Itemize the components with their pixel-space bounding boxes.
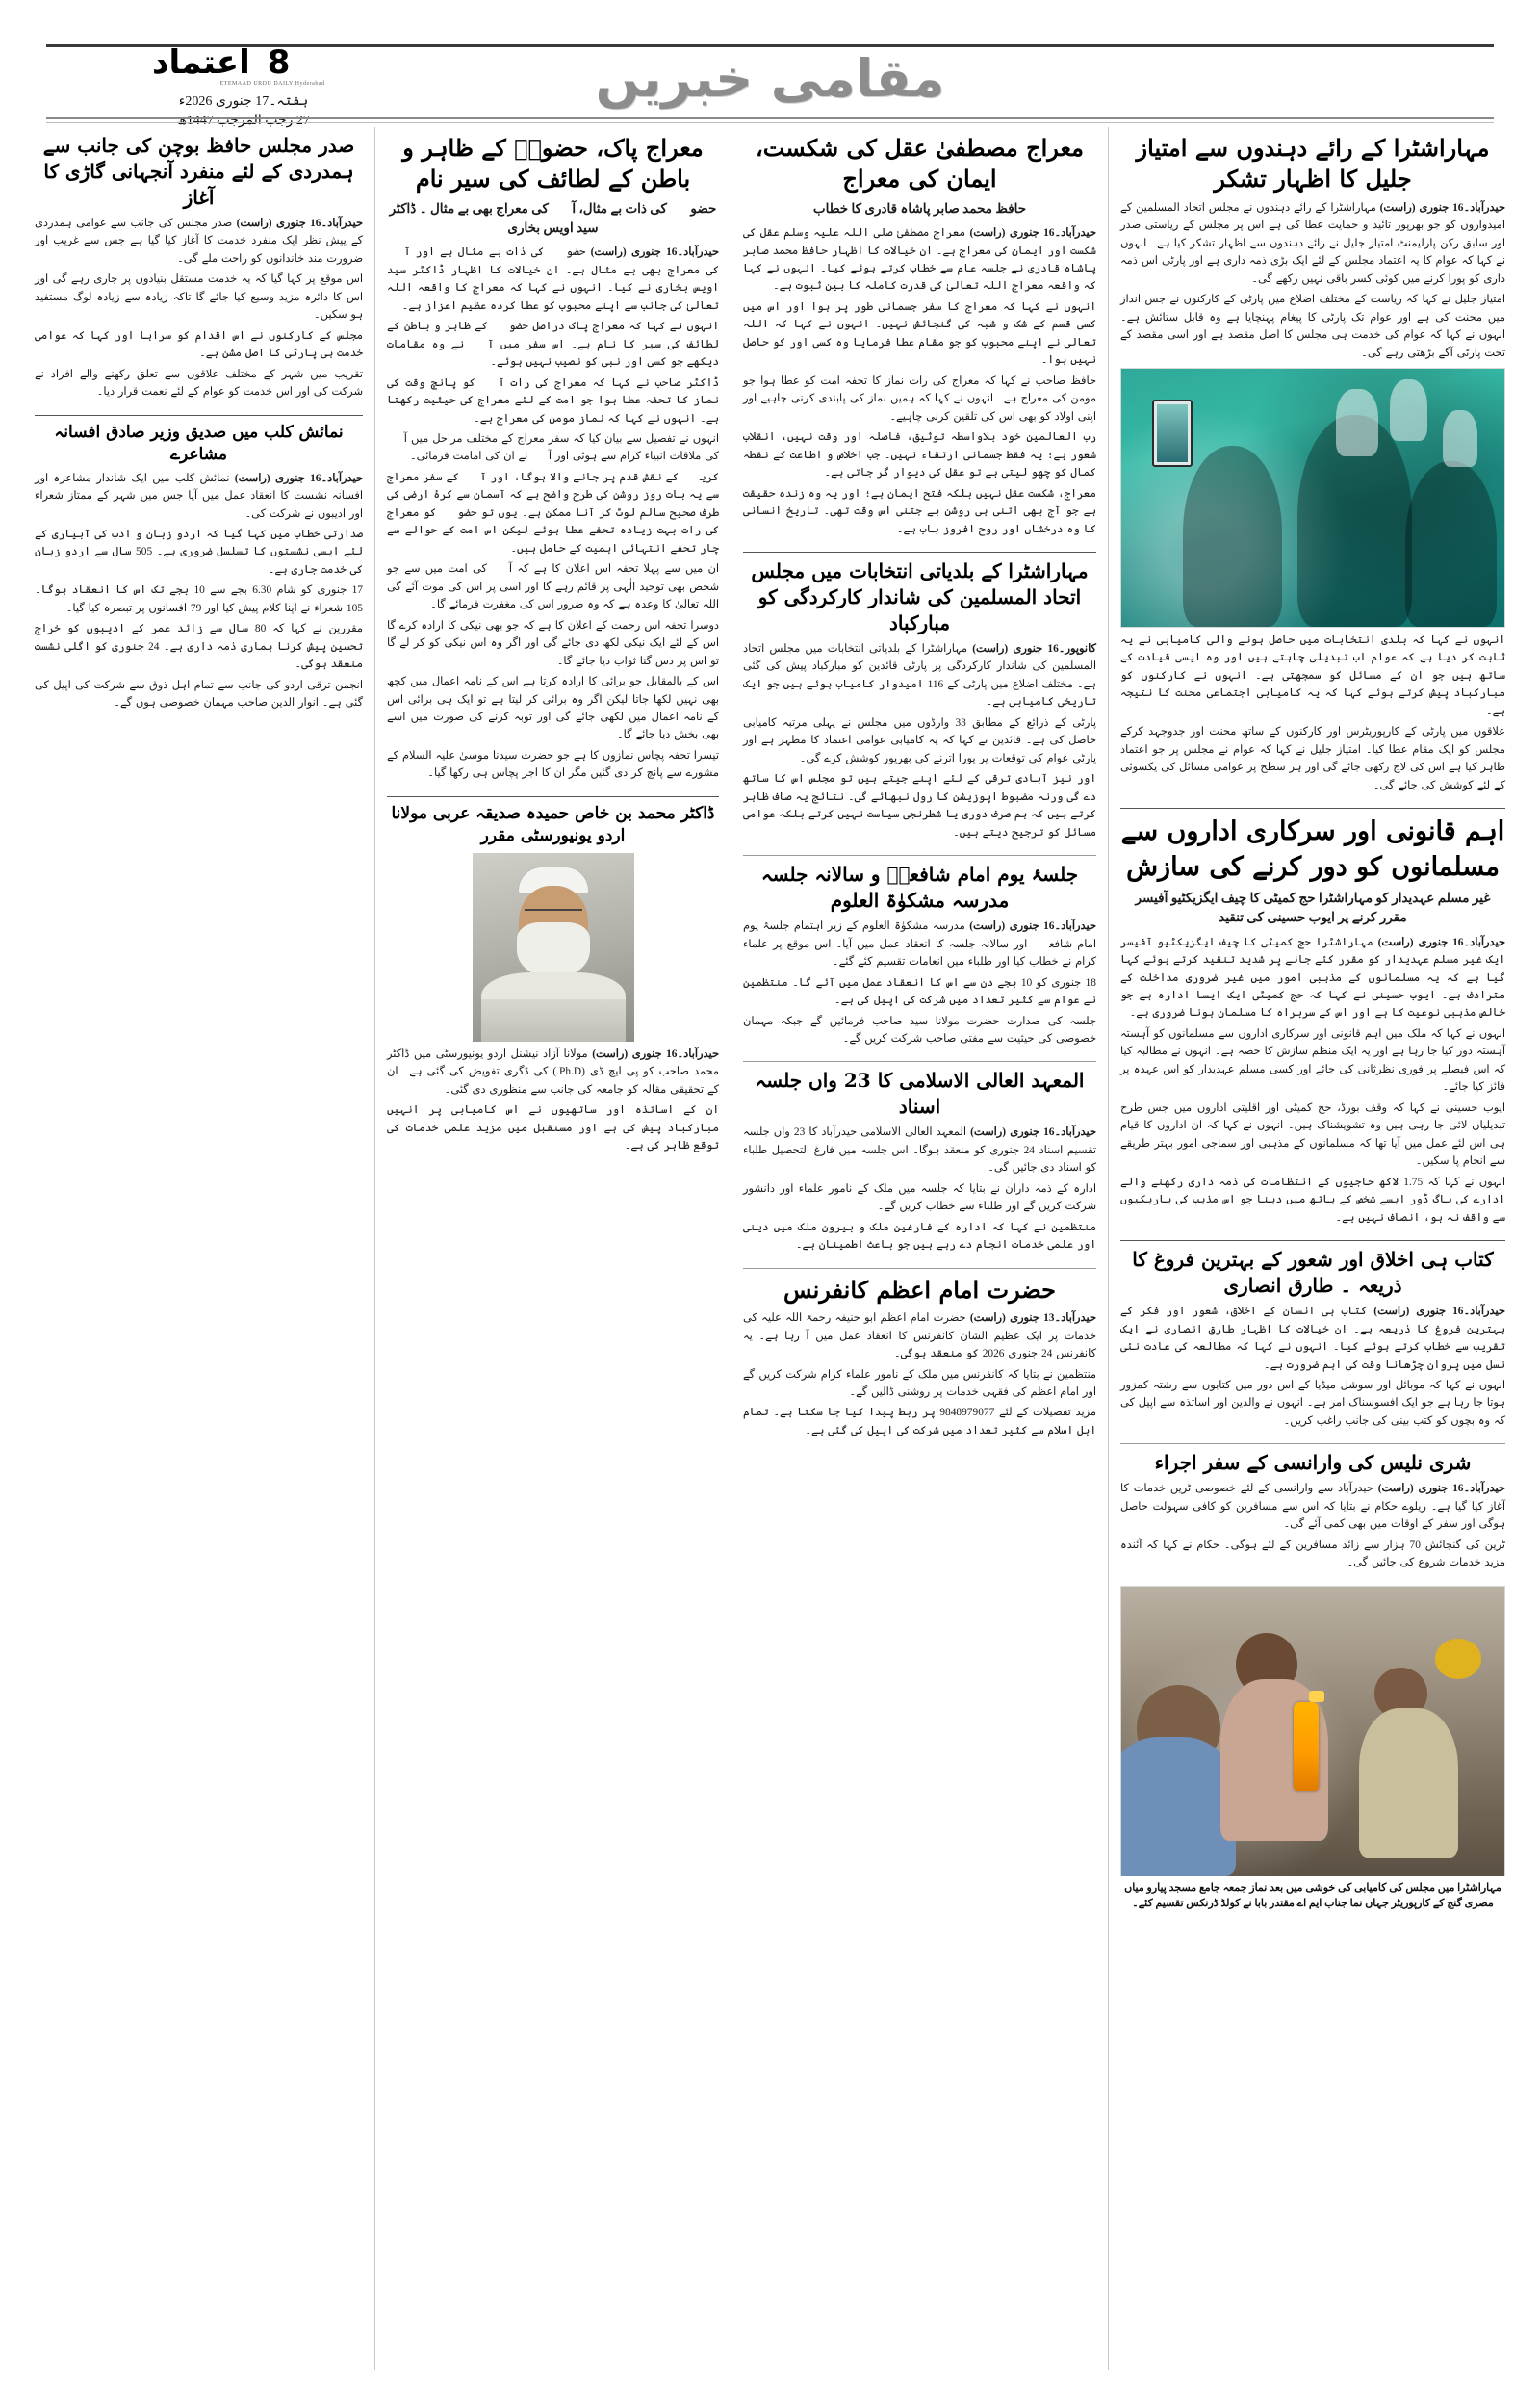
article-paragraph: پارٹی کے ذرائع کے مطابق 33 وارڈوں میں مجلس نے پہلی مرتبہ کامیابی حاصل کی ہے۔ قائدین نے کہا کہ یہ کامیابی عوامی اعتماد کا مظہر ہے اور پارٹی عوام کی توقعات پر پورا اترنے کی بھرپور کوشش کرے گی۔ [743,716,1096,764]
article-paragraph: تقریب میں شہر کے مختلف علاقوں سے تعلق رکھنے والے افراد نے شرکت کی اور اس خدمت کو عوام کے لئے نعمت قرار دیا۔ [35,368,363,399]
article-mahad-al-aali-sanad [743,1068,1096,1254]
article-paragraph: اور نیز آبادی ترقی کے لئے اپنے جیتے ہیں تو مجلس اس کا ساتھ دے گی ورنہ مضبوط اپوزیشن کا رول نبھائے گی۔ نتائج یہ صاف ظاہر کرتے ہیں کہ ہم صرف دوری یا شطرنجی سیاست نہیں کرتے بلکہ عوامی مسائل کو ترجیح دیتے ہیں۔ [743,773,1096,839]
article-paragraph: معراج مصطفیٰ صلی اللہ علیہ وسلم عقل کی شکست اور ایمان کی معراج ہے۔ ان خیالات کا اظہار حافظ محمد صابر پاشاہ قادری نے جلسہ عام سے خطاب کرتے ہوئے کیا۔ انہوں نے کہا کہ واقعہ معراج اللہ تعالیٰ کی قدرت کاملہ کا بین ثبوت ہے۔ [743,227,1096,293]
column-grid [23,127,1517,2370]
article-paragraph: ان میں سے پہلا تحفہ اس اعلان کا ہے کہ آپؐ کی امت میں سے جو شخص بھی توحید الٰہی پر قائم رہے گا اور اسی پر اس کی موت آئے گی اللہ تعالیٰ کا وعدہ ہے کہ وہ ضرور اس کی مغفرت فرمائے گا۔ [387,563,719,611]
article-conspiracy-institutions [1120,815,1505,1227]
article-paragraph: صدر مجلس کی جانب سے عوامی ہمدردی کے پیش نظر ایک منفرد خدمت کا آغاز کیا گیا ہے جس سے غریب اور ضرورت مند خاندانوں کو راحت ملے گی۔ [35,218,363,265]
article-paragraph: جلسہ کی صدارت حضرت مولانا سید صاحب فرمائیں گے جبکہ مہمان خصوصی کی حیثیت سے مفتی صاحب شرکت کریں گے۔ [743,1015,1096,1045]
article-headline: اہم قانونی اور سرکاری اداروں سے مسلمانوں کو دور کرنے کی سازش [1120,816,1505,882]
dateline: حیدرآباد۔16 جنوری (راست) [236,218,363,229]
article-paragraph: امتیاز جلیل نے کہا کہ ریاست کے مختلف اضلاع میں پارٹی کے کارکنوں نے جس انداز میں محنت کی ہے اور عوام تک پارٹی کا پیغام پہنچایا ہے وہ قابل ستائش ہے۔ انہوں نے کہا کہ عوام کی خدمت ہی مجلس کا اصل مقصد ہے اور اسی مقصد کے تحت پارٹی آگے بڑھتی رہے گی۔ [1120,294,1505,359]
section-divider [743,855,1096,856]
article-paragraph: مولانا آزاد نیشنل اردو یونیورسٹی میں ڈاکٹر محمد صاحب کو پی ایچ ڈی (Ph.D.) کی ڈگری تفویض کی گئی ہے۔ ان کے تحقیقی مقالہ کو جامعہ کی جانب سے منظوری دی گئی۔ [387,1048,719,1096]
article-headline: المعہد العالی الاسلامی کا 23 واں جلسہ اسناد [755,1069,1085,1119]
article-headline: ڈاکٹر محمد بن خاص حمیدہ صدیقہ عربی مولانا اردو یونیورسٹی مقرر [391,803,715,845]
masthead [23,0,1517,128]
article-subhead: غیر مسلم عہدیدار کو مہاراشٹرا حج کمیٹی کا چیف ایگزیکٹیو آفیسر مقرر کرنے پر ایوب حسینی کی تنقید [1135,891,1491,925]
article-paragraph: انہوں نے کہا کہ معراج پاک دراصل حضورؐ کے ظاہر و باطن کے لطائف کی سیر کا نام ہے۔ اس سفر میں آپؐ نے وہ مقامات دیکھے جو کسی اور نبی کو نصیب نہیں ہوئے۔ [387,321,719,369]
section-divider [35,415,363,416]
article-paragraph: انہوں نے کہا کہ بلدی انتخابات میں حاصل ہونے والی کامیابی نے یہ ثابت کر دیا ہے کہ عوام اب تبدیلی چاہتے ہیں اور وہ ایسی قیادت کے ساتھ ہیں جو ان کے مسائل کو سمجھتی ہے۔ انہوں نے کارکنوں کو مبارکباد پیش کرتے ہوئے کہا کہ یہ کامیابی اجتماعی محنت کا نتیجہ ہے۔ [1120,634,1505,717]
article-paragraph: ان کے اساتذہ اور ساتھیوں نے اس کامیابی پر انہیں مبارکباد پیش کی ہے اور مستقبل میں مزید علمی خدمات کی توقع ظاہر کی ہے۔ [387,1104,719,1152]
article-paragraph: نمائش کلب میں ایک شاندار مشاعرہ اور افسانہ نشست کا انعقاد عمل میں آیا جس میں شہر کے ممتاز شعراء اور ادیبوں نے شرکت کی۔ [35,472,363,520]
section-divider [387,796,719,797]
article-paragraph: منتظمین نے کہا کہ ادارہ کے فارغین ملک و بیرون ملک میں دینی اور علمی خدمات انجام دے رہے ہیں جو باعث اطمینان ہے۔ [743,1221,1096,1252]
article-municipal-elections [743,558,1096,841]
dateline: حیدرآباد۔16 جنوری (راست) [1373,1306,1505,1318]
article-paragraph: مہاراشٹرا کے بلدیاتی انتخابات میں مجلس اتحاد المسلمین کی شاندار کارکردگی پر پارٹی قائدین کو مبارکباد پیش کی گئی ہے۔ مختلف اضلاع میں پارٹی کے 116 امیدوار کامیاب ہوئے ہیں جو ایک تاریخی کامیابی ہے۔ [743,643,1096,709]
article-body [743,918,1096,1048]
section-divider [743,552,1096,553]
article-paragraph: ایوب حسینی نے کہا کہ وقف بورڈ، حج کمیٹی اور اقلیتی اداروں میں جس طرح تبدیلیاں لائی جا رہی ہیں وہ تشویشناک ہیں۔ انہوں نے کہا کہ ان اداروں کا قیام ہی اس لئے عمل میں آیا تھا کہ مسلمانوں کے مذہبی اور سماجی امور بہتر طریقے سے انجام پا سکیں۔ [1120,1101,1505,1168]
article-headline: حضرت امام اعظم کانفرنس [783,1275,1056,1304]
article-headline: مہاراشٹرا کے رائے دہندوں سے امتیاز جلیل کا اظہار تشکر [1136,134,1490,194]
dateline: حیدرآباد۔16 جنوری (راست) [1377,936,1505,948]
article-body [743,1124,1096,1254]
article-body [387,244,719,783]
dateline: کانوپور۔16 جنوری (راست) [972,643,1096,655]
dateline: حیدرآباد۔16 جنوری (راست) [970,1126,1096,1139]
dateline: حیدرآباد۔13 جنوری (راست) [969,1312,1096,1325]
article-paragraph: انہوں نے کہا کہ معراج کا سفر جسمانی طور پر ہوا اور اس میں کسی قسم کے شک و شبہ کی گنجائش نہیں۔ انہوں نے کہا کہ اللہ تعالیٰ نے اپنے محبوب کو جو مقام عطا فرمایا وہ کسی اور کو حاصل نہیں ہوا۔ [743,300,1096,367]
article-headline: صدر مجلس حافظ بوچن کی جانب سے ہمدردی کے لئے منفرد آنجہانی گاڑی کا آغاز [42,134,355,209]
article-imam-shafi-jalsa [743,862,1096,1048]
article-subhead: حافظ محمد صابر پاشاہ قادری کا خطاب [812,200,1027,216]
article-paragraph: مدرسہ مشکوٰۃ العلوم کے زیر اہتمام جلسۂ یوم امام شافعیؒ اور سالانہ جلسہ کا انعقاد عمل میں آیا۔ اس موقع پر علماء کرام نے خطاب کیا اور طلباء میں انعامات تقسیم کئے گئے۔ [743,920,1096,969]
article-paragraph: مزید تفصیلات کے لئے 9848979077 پر ربط پیدا کیا جا سکتا ہے۔ تمام اہل اسلام سے کثیر تعداد میں شرکت کی اپیل کی گئی ہے۔ [743,1407,1096,1436]
article-body [743,640,1096,841]
section-divider [743,1268,1096,1269]
article-body [1120,199,1505,362]
article-headline: کتاب ہی اخلاق اور شعور کے بہترین فروغ کا ذریعہ ۔ طارق انصاری [1132,1248,1494,1298]
article-paragraph: منتظمین نے بتایا کہ کانفرنس میں ملک کے نامور علماء کرام شرکت کریں گے اور امام اعظم کی فقہی خدمات پر روشنی ڈالیں گے۔ [743,1368,1096,1398]
portrait-beard [517,922,590,978]
article-paragraph: المعہد العالی الاسلامی حیدرآباد کا 23 واں جلسہ تقسیم اسناد 24 جنوری کو منعقد ہوگا۔ اس جلسہ میں فارغ التحصیل طلباء کو اسناد دی جائیں گی۔ [743,1126,1097,1175]
article-paragraph: 18 جنوری کو 10 بجے دن سے اس کا انعقاد عمل میں آئے گا۔ منتظمین نے عوام سے کثیر تعداد میں شرکت کی اپیل کی ہے۔ [743,976,1096,1007]
dateline: حیدرآباد۔16 جنوری (راست) [969,227,1096,240]
article-paragraph: ڈاکٹر صاحب نے کہا کہ معراج کی رات آپؐ کو پانچ وقت کی نماز کا تحفہ عطا ہوا جو امت کے لئے معراج کی حیثیت رکھتا ہے۔ انہوں نے کہا کہ نماز مومن کی معراج ہے۔ [387,376,719,425]
publication-name: اعتماد [152,43,250,82]
page-section-title: مقامی خبریں [595,47,945,109]
article-body-cont [1120,632,1505,794]
article-paragraph: انہوں نے کہا کہ 1.75 لاکھ حاجیوں کے انتظامات کی ذمہ داری رکھنے والے ادارے کی باگ ڈور ایسے شخص کے ہاتھ میں دینا جو اس مذہب کی باریکیوں سے واقف نہ ہو، انصاف نہیں ہے۔ [1120,1176,1505,1224]
article-paragraph: 17 جنوری کو شام 6.30 بجے سے 10 بجے تک اس کا انعقاد ہوگا۔ 105 شعراء نے اپنا کلام پیش کیا اور 79 افسانوں پر تبصرہ کیا گیا۔ [35,584,363,614]
article-headline: معراج مصطفیٰ عقل کی شکست، ایمان کی معراج [756,134,1084,194]
article-paragraph: ادارہ کے ذمہ داران نے بتایا کہ جلسہ میں ملک کے نامور علماء اور دانشور شرکت کریں گے اور طلباء سے خطاب کریں گے۔ [743,1182,1096,1213]
article-headline: مہاراشٹرا کے بلدیاتی انتخابات میں مجلس اتحاد المسلمین کی شاندار کارکردگی کو مبارکباد [751,559,1089,634]
column-4 [23,127,375,2370]
column-1 [1109,127,1517,2370]
article-body [35,470,363,712]
article-body [1120,934,1505,1228]
article-paragraph: ٹرین کی گنجائش 70 ہزار سے زائد مسافرین کے لئے ہوگی۔ حکام نے کہا کہ آئندہ مزید خدمات شروع کی جائیں گی۔ [1120,1539,1505,1569]
article-headline: نمائش کلب میں صدیق وزیر صادق افسانہ مشاعرے [54,422,344,464]
article-paragraph: حافظ صاحب نے کہا کہ معراج کی رات نماز کا تحفہ امت کو عطا ہوا جو مومن کی معراج ہے۔ انہوں نے کہا کہ ہمیں نماز کی پابندی کرنی چاہیے اور اپنی اولاد کو بھی اس کی تلقین کرنی چاہیے۔ [743,375,1096,423]
section-divider [1120,1443,1505,1444]
article-body [1120,1480,1505,1571]
article-meraj-pak [387,133,719,783]
article-paragraph: انہوں نے تفصیل سے بیان کیا کہ سفر معراج کے مختلف مراحل میں آپؐ کی ملاقات انبیاء کرام سے ہوئی اور آپؐ نے ان کی امامت فرمائی۔ [387,432,719,463]
portrait-shawl [481,999,626,1042]
page-number: 8 [267,43,291,82]
article-body [387,1046,719,1155]
photo-rally [1120,368,1505,628]
article-paragraph: انجمن ترقی اردو کی جانب سے تمام اہل ذوق سے شرکت کی اپیل کی گئی ہے۔ انوار الدین صاحب مہمان خصوصی ہوں گے۔ [35,679,363,710]
photo-caption: مہاراشٹرا میں مجلس کی کامیابی کی خوشی میں بعد نماز جمعہ جامع مسجد پیارو میاں مصری گنج کے کارپوریٹر جہاں نما جناب ایم اے مقتدر بابا نے کولڈ ڈرنکس تقسیم کئے۔ [1124,1881,1502,1910]
article-paragraph: معراج، شکست عقل نہیں بلکہ فتح ایمان ہے؛ اور یہ وہ زندہ حقیقت ہے جو آج بھی اتنی ہی روشن ہے جتنی اس وقت تھی۔ تاریخ انسانی کا وہ درخشاں اور روح افروز باب ہے۔ [743,487,1096,535]
article-books-tariq-ansari [1120,1247,1505,1430]
dateline: حیدرآباد۔16 جنوری (راست) [969,920,1096,933]
article-paragraph: مہاراشٹرا حج کمیٹی کا چیف ایگزیکٹیو آفیسر ایک غیر مسلم عہدیدار کو مقرر کئے جانے پر شدید تنقید کرتے ہوئے کہا گیا ہے کہ یہ مسلمانوں کے مذہبی امور میں غیر ضروری مداخلت کے مترادف ہے۔ ایوب حسینی نے کہا کہ حج کمیٹی ایک ایسا ادارہ ہے جو خالص مذہبی نوعیت کا ہے اور اس کے سربراہ کا مسلمان ہونا ضروری ہے۔ [1120,936,1505,1020]
article-paragraph: کتاب ہی انسان کے اخلاق، شعور اور فکر کے بہترین فروغ کا ذریعہ ہے۔ ان خیالات کا اظہار طارق انصاری نے ایک تقریب سے خطاب کرتے ہوئے کیا۔ انہوں نے کہا کہ مطالعہ کی عادت نئی نسل میں پروان چڑھانا وقت کی اہم ضرورت ہے۔ [1120,1306,1505,1371]
article-paragraph: مجلس کے کارکنوں نے اس اقدام کو سراہا اور کہا کہ عوامی خدمت ہی پارٹی کا اصل مشن ہے۔ [35,329,363,360]
section-divider [1120,808,1505,809]
article-imam-azam-conference [743,1275,1096,1440]
portrait-glasses [525,909,582,922]
article-paragraph: حیدرآباد سے وارانسی کے لئے خصوصی ٹرین خدمات کا آغاز کیا گیا ہے۔ ریلوے حکام نے بتایا کہ اس سے مسافرین کو کافی سہولت حاصل ہوگی اور سفر کے اوقات میں بھی کمی آئے گی۔ [1120,1483,1505,1531]
article-paragraph: انہوں نے کہا کہ ملک میں اہم قانونی اور سرکاری اداروں سے مسلمانوں کو آہستہ آہستہ دور کیا جا رہا ہے اور یہ ایک منظم سازش کا حصہ ہے۔ انہوں نے مطالبہ کیا کہ اس فیصلے پر فوری نظرثانی کی جائے اور کسی مسلم عہدیدار کو اس عہدہ پر فائز کیا جائے۔ [1120,1027,1505,1094]
article-paragraph: حضرت امام اعظم ابو حنیفہ رحمۃ اللہ علیہ کی خدمات پر ایک عظیم الشان کانفرنس کا انعقاد عمل میں آ رہا ہے۔ یہ کانفرنس 24 جنوری 2026 کو منعقد ہوگی۔ [743,1312,1096,1360]
article-meraj-mustafa [743,133,1096,538]
article-paragraph: تیسرا تحفہ پچاس نمازوں کا ہے جو حضرت سیدنا موسیٰ علیہ السلام کے مشورے سے پانچ کر دی گئیں مگر ان کا اجر پچاس ہی رکھا گیا۔ [387,749,719,780]
column-3 [375,127,732,2370]
article-paragraph: اس موقع پر کہا گیا کہ یہ خدمت مستقل بنیادوں پر جاری رہے گی اور اس کا دائرہ مزید وسیع کیا جائے گا تاکہ زیادہ سے زیادہ لوگ مستفید ہو سکیں۔ [35,273,363,322]
article-paragraph: مہاراشٹرا کے رائے دہندوں نے مجلس اتحاد المسلمین کے امیدواروں کو جو بھرپور تائید و حمایت عطا کی ہے اس پر مجلس کے ریاستی صدر اور سابق رکن پارلیمنٹ امتیاز جلیل نے رائے دہندوں سے اظہار تشکر کیا ہے۔ انہوں نے کہا کہ عوام کا یہ اعتماد مجلس کے لئے ایک بڑی ذمہ داری ہے اور پارٹی اس ذمہ داری کو پورا کرنے میں کوئی کسر باقی نہیں رکھے گی۔ [1120,201,1505,285]
article-headline: معراج پاک، حضورؐ کے ظاہر و باطن کے لطائف کی سیر نام [402,134,704,194]
article-paragraph: صدارتی خطاب میں کہا گیا کہ اردو زبان و ادب کی آبیاری کے لئے ایسی نشستوں کا تسلسل ضروری ہے۔ 505 سال سے اردو زبان کی خدمت جاری ہے۔ [35,528,364,576]
dateline: حیدرآباد۔16 جنوری (راست) [1377,1483,1505,1495]
article-paragraph: انہوں نے کہا کہ موبائل اور سوشل میڈیا کے اس دور میں کتابوں سے رشتہ کمزور ہوتا جا رہا ہے جو ایک افسوسناک امر ہے۔ انہوں نے والدین اور اساتذہ سے اپیل کی کہ وہ بچوں کو کتب بینی کی جانب راغب کریں۔ [1120,1379,1505,1427]
article-paragraph: اس کے بالمقابل جو برائی کا ارادہ کرتا ہے اس کے نامہ اعمال میں کچھ بھی نہیں لکھا جاتا لیکن اگر وہ برائی کر لیتا ہے تو ایک ہی برائی اس کے نامہ اعمال میں لکھی جائے گی اور توبہ کرنے کی صورت میں اسے بھی بخش دیا جائے گا۔ [387,676,719,741]
dateline: حیدرآباد۔16 جنوری (راست) [590,246,719,259]
article-headline: شری نلیس کی وارانسی کے سفر اجراء [1154,1451,1472,1475]
article-paragraph: حضورؐ کی ذات بے مثال ہے اور آپؐ کی معراج بھی بے مثال ہے۔ ان خیالات کا اظہار ڈاکٹر سید اویس بخاری نے کیا۔ انہوں نے کہا کہ معراج کا واقعہ اللہ تعالیٰ کی جانب سے اپنے محبوب کو عطا کردہ عظیم اعزاز ہے۔ [387,246,719,312]
article-imtiaz-jaleel-thanks [1120,133,1505,794]
article-body [35,215,363,401]
publication-name-row [152,43,335,82]
dateline: حیدرآباد۔16 جنوری (راست) [1379,201,1505,214]
date-gregorian: ہفتہ۔17 جنوری 2026ء [178,94,309,109]
article-body [743,1309,1096,1439]
article-paragraph: کریمؐ کے نقش قدم پر جانے والا ہوگا، اور آپؐ کے سفر معراج سے یہ بات روز روشن کی طرح واضح ہے کہ آسمان سے کرۂ ارضی کی طرف صحیح سالم لوٹ کر آنا ممکن ہے۔ یوں تو حضورؐ کو معراج کی رات بہت زیادہ تحفے عطا ہوئے لیکن اس امت کے حوالے سے چار تحفے انتہائی اہمیت کے حامل ہیں۔ [387,471,719,555]
dateline: حیدرآباد۔16 جنوری (راست) [234,472,363,484]
article-paragraph: دوسرا تحفہ اس رحمت کے اعلان کا ہے کہ جو بھی نیکی کا ارادہ کرے گا اس کے لئے ایک نیکی لکھ دی جائے گی اور اگر وہ اس نیکی کو کر لے گا تو اس پر دس گنا ثواب دیا جائے گا۔ [387,619,719,667]
article-phd-award [387,803,719,1155]
article-headline: جلسۂ یوم امام شافعیؒ و سالانہ جلسہ مدرسہ مشکوٰۃ العلوم [760,863,1079,913]
article-train-varanasi [1120,1450,1505,1571]
photo-portrait-scholar [473,853,634,1042]
section-divider [1120,1240,1505,1241]
article-subhead: حضورؐ کی ذات بے مثال، آپؐ کی معراج بھی بے مثال ۔ ڈاکٹر سید اویس بخاری [389,200,717,236]
masthead-bottom-rule [46,117,1494,123]
publication-latin-subtitle: ETEMAAD URDU DAILY Hyderabad [219,81,325,87]
column-2 [732,127,1109,2370]
dateline: حیدرآباد۔16 جنوری (راست) [592,1048,719,1060]
date-hijri: 27 رجب المرجب 1447ھ [177,114,310,128]
article-body [743,224,1096,538]
article-body [1120,1303,1505,1430]
article-majlis-president-initiative [35,133,363,401]
photo-crowd-distribution [1120,1586,1505,1876]
section-divider [743,1061,1096,1062]
article-paragraph: رب العالمین خود بلاواسطہ توثیق، فاصلہ اور وقت نہیں، انقلاب شعور ہے؛ یہ فقط جسمانی ارتقاء نہیں۔ جب اخلاص و اطاعت کے نقطہ کمال کو چھو لیتی ہے تو عقل کی دیوار گر جاتی ہے۔ [743,431,1096,479]
article-numaish-club-mushaira [35,422,363,712]
article-paragraph: مقررین نے کہا کہ 80 سال سے زائد عمر کے ادیبوں کو خراج تحسین پیش کرنا ہماری ذمہ داری ہے۔ 24 جنوری کو اگلی نشست منعقد ہوگی۔ [35,623,364,671]
article-paragraph: علاقوں میں پارٹی کے کارپوریٹرس اور کارکنوں کے ساتھ محنت اور جدوجہد کرکے مجلس کو ایک مقام عطا کیا۔ امتیاز جلیل نے کہا کہ عوام نے مجلس پر جو اعتماد ظاہر کیا ہے اس کی لاج رکھی جائے گی اور ہر سطح پر عوامی مسائل کی یکسوئی کے لئے کوشش کی جائے گی۔ [1120,726,1505,791]
